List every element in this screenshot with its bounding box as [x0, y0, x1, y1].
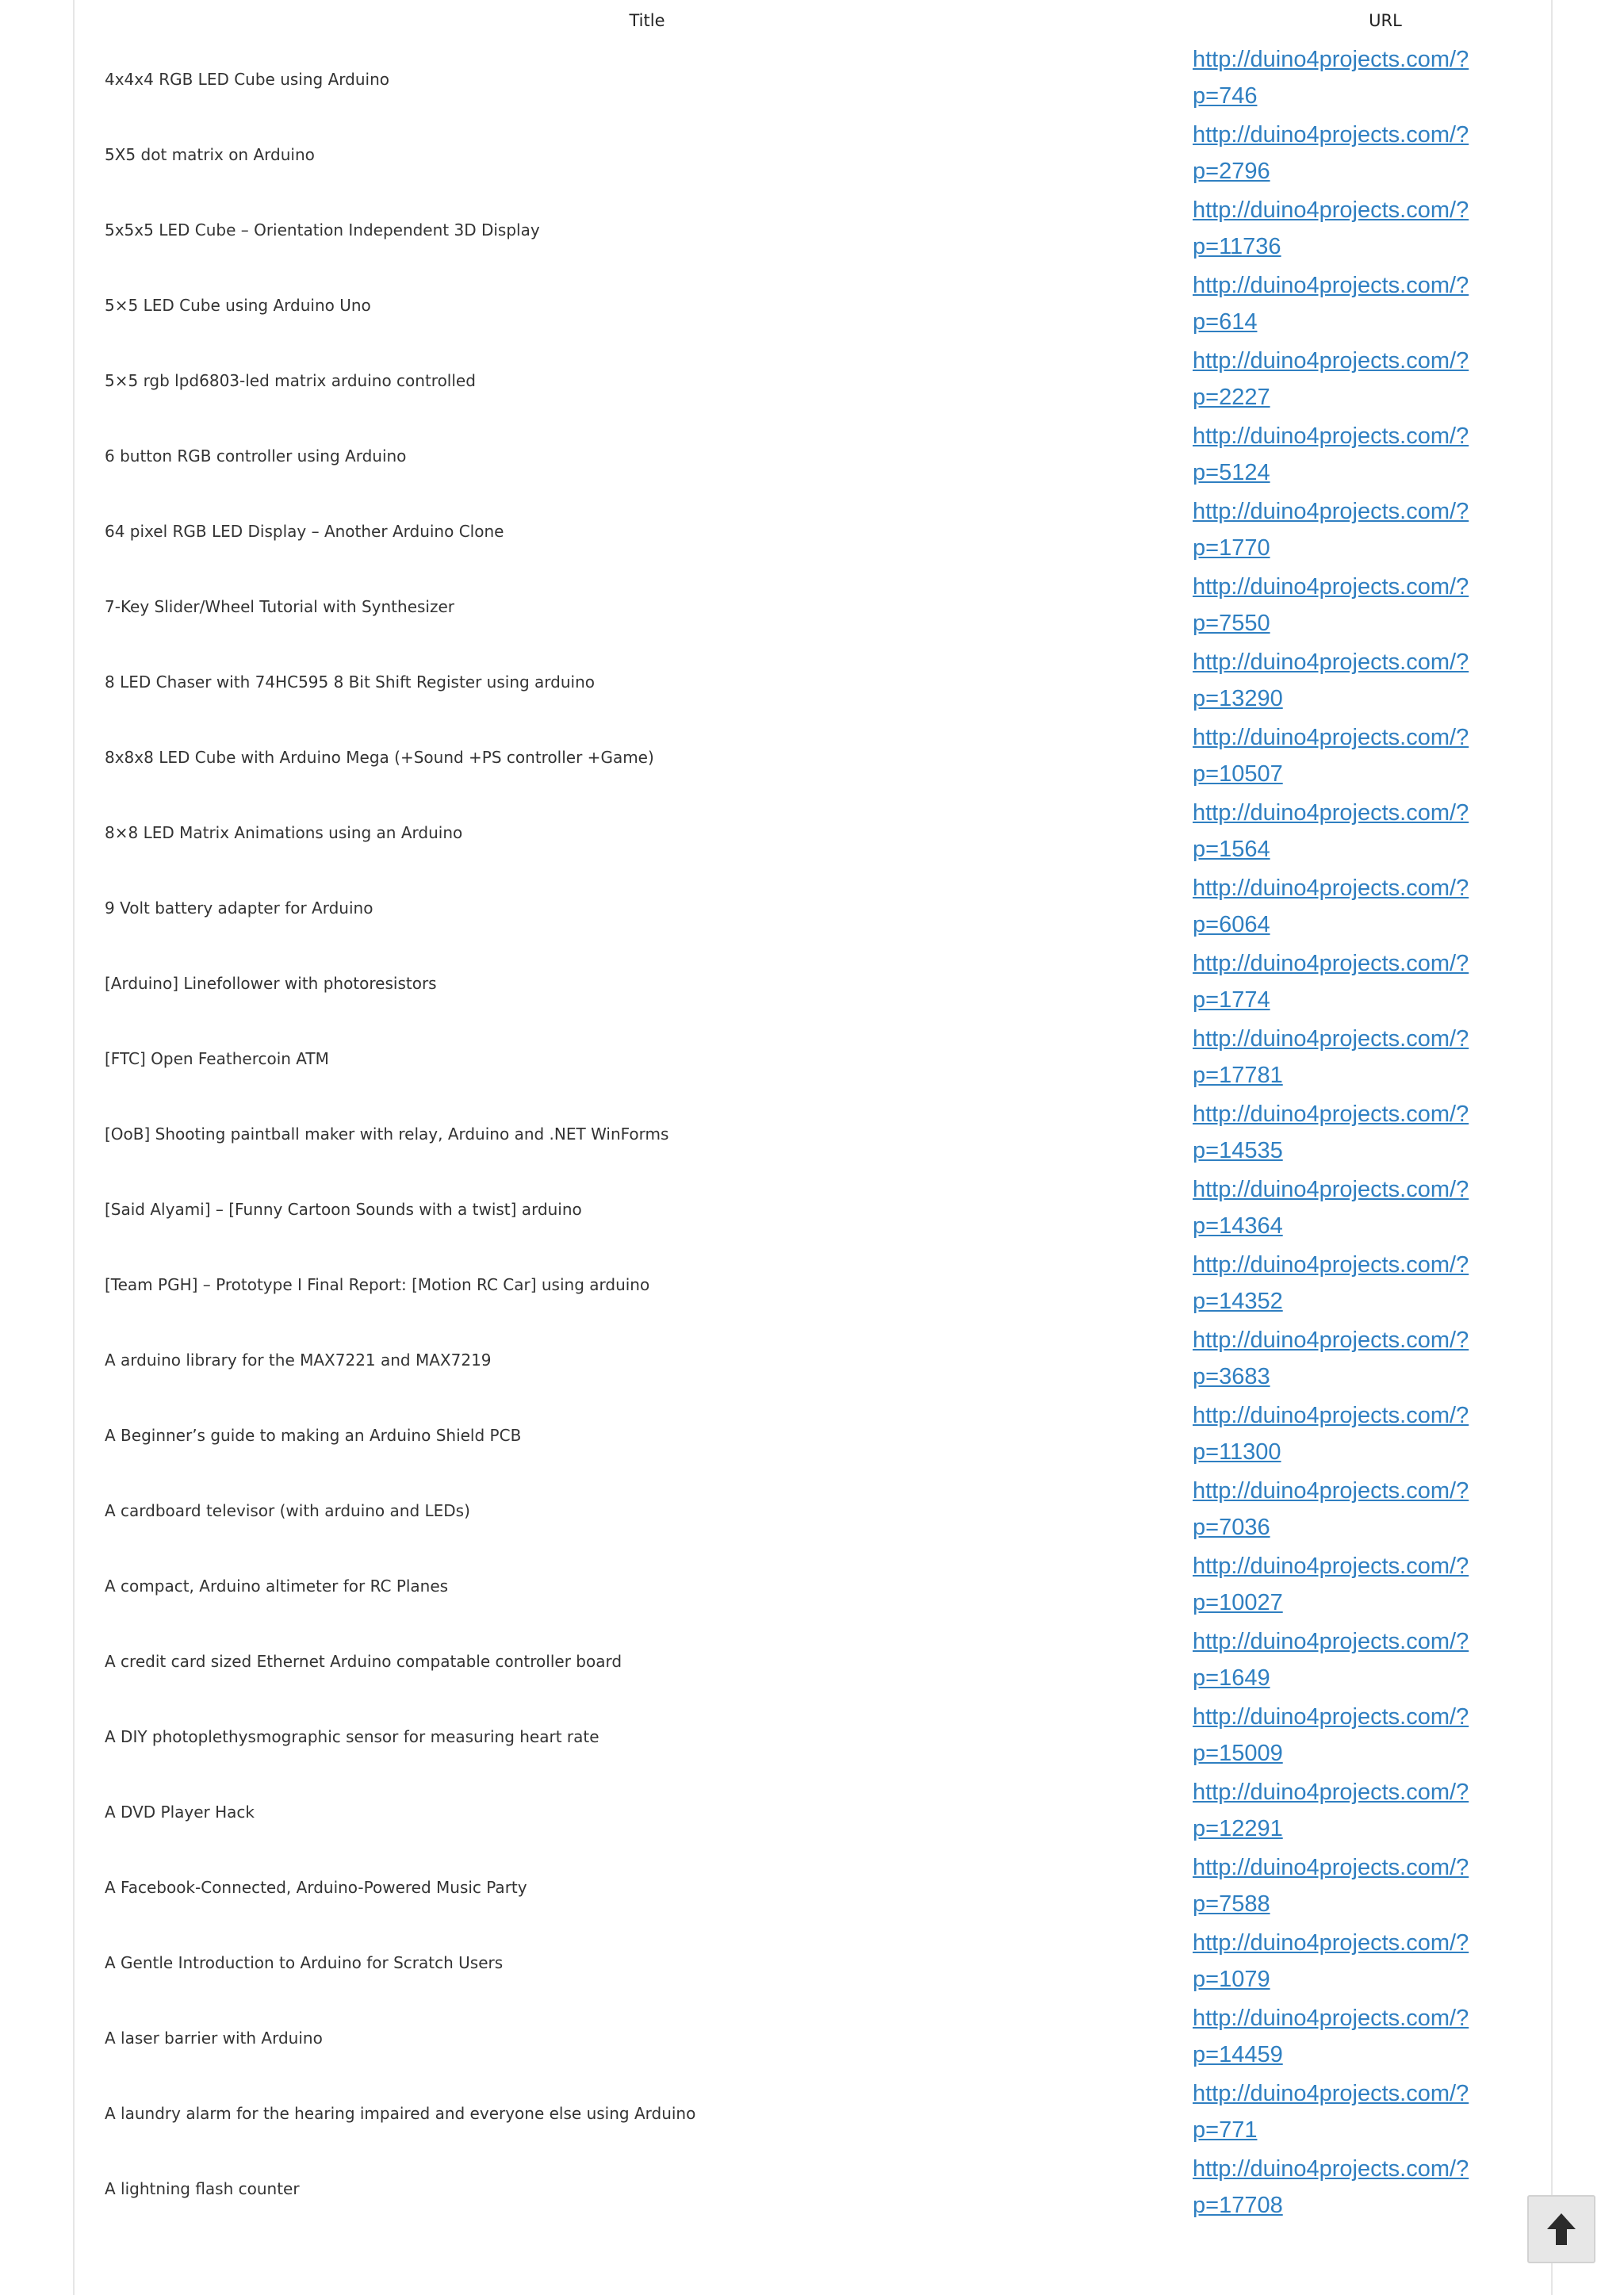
project-url-link[interactable] [1193, 267, 1526, 343]
project-title: A Facebook-Connected, Arduino-Powered Music Party [105, 1877, 527, 1897]
table-row [75, 1925, 1551, 2000]
project-title: 8×8 LED Matrix Animations using an Arduino [105, 822, 463, 842]
project-url-link[interactable] [1193, 569, 1526, 644]
url-line-2: p=2227 [1193, 385, 1270, 410]
url-line-1: http://duino4projects.com/? [1193, 1855, 1469, 1880]
project-title: A Beginner’s guide to making an Arduino Shield PCB [105, 1425, 522, 1445]
table-row [75, 1699, 1551, 1774]
url-line-2: p=6064 [1193, 912, 1270, 937]
project-url-link[interactable] [1193, 1774, 1526, 1849]
url-line-1: http://duino4projects.com/? [1193, 1629, 1469, 1654]
project-url-link[interactable] [1193, 41, 1526, 117]
table-row [75, 1623, 1551, 1699]
url-line-1: http://duino4projects.com/? [1193, 1780, 1469, 1805]
url-line-1: http://duino4projects.com/? [1193, 1403, 1469, 1428]
table-body [75, 41, 1551, 2226]
column-header-url: URL [1369, 11, 1402, 30]
table-row [75, 1548, 1551, 1623]
url-line-2: p=15009 [1193, 1741, 1283, 1766]
project-url-link[interactable] [1193, 2151, 1526, 2226]
url-line-1: http://duino4projects.com/? [1193, 2156, 1469, 2182]
project-title: A cardboard televisor (with arduino and LEDs) [105, 1500, 470, 1520]
url-line-2: p=10507 [1193, 761, 1283, 787]
table-row [75, 1021, 1551, 1096]
project-url-link[interactable] [1193, 1322, 1526, 1397]
url-line-2: p=10027 [1193, 1590, 1283, 1615]
url-line-1: http://duino4projects.com/? [1193, 423, 1469, 449]
url-line-2: p=614 [1193, 309, 1258, 335]
project-title: 6 button RGB controller using Arduino [105, 446, 407, 466]
url-line-1: http://duino4projects.com/? [1193, 47, 1469, 72]
table-row [75, 343, 1551, 418]
project-url-link[interactable] [1193, 795, 1526, 870]
project-url-link[interactable] [1193, 2075, 1526, 2151]
url-line-1: http://duino4projects.com/? [1193, 1328, 1469, 1353]
project-url-link[interactable] [1193, 343, 1526, 418]
url-line-2: p=1649 [1193, 1665, 1270, 1691]
table-row [75, 569, 1551, 644]
project-title: 8 LED Chaser with 74HC595 8 Bit Shift Register using arduino [105, 672, 596, 692]
project-title: A lightning flash counter [105, 2178, 300, 2198]
project-title: A DVD Player Hack [105, 1802, 255, 1822]
url-line-1: http://duino4projects.com/? [1193, 574, 1469, 600]
url-line-1: http://duino4projects.com/? [1193, 1102, 1469, 1127]
url-line-2: p=11736 [1193, 234, 1281, 259]
table-row [75, 493, 1551, 569]
url-line-2: p=7588 [1193, 1891, 1270, 1917]
table-row [75, 795, 1551, 870]
table-row [75, 1473, 1551, 1548]
url-line-1: http://duino4projects.com/? [1193, 649, 1469, 675]
project-url-link[interactable] [1193, 1096, 1526, 1171]
table-header [75, 0, 1551, 41]
project-title: A credit card sized Ethernet Arduino compatable controller board [105, 1651, 622, 1671]
url-line-1: http://duino4projects.com/? [1193, 122, 1469, 148]
url-line-1: http://duino4projects.com/? [1193, 1026, 1469, 1052]
url-line-2: p=11300 [1193, 1439, 1281, 1465]
table-row [75, 2075, 1551, 2151]
project-title: 5×5 LED Cube using Arduino Uno [105, 295, 371, 315]
url-line-1: http://duino4projects.com/? [1193, 725, 1469, 750]
table-row [75, 1096, 1551, 1171]
project-url-link[interactable] [1193, 1021, 1526, 1096]
project-title: A laser barrier with Arduino [105, 2028, 323, 2048]
project-url-link[interactable] [1193, 1925, 1526, 2000]
url-line-1: http://duino4projects.com/? [1193, 499, 1469, 524]
project-title: A compact, Arduino altimeter for RC Planes [105, 1576, 449, 1596]
column-header-title: Title [629, 11, 665, 30]
table-row [75, 1774, 1551, 1849]
url-line-2: p=14352 [1193, 1289, 1283, 1314]
table-row [75, 41, 1551, 117]
project-url-link[interactable] [1193, 719, 1526, 795]
url-line-1: http://duino4projects.com/? [1193, 1252, 1469, 1278]
table-row [75, 719, 1551, 795]
project-url-link[interactable] [1193, 1623, 1526, 1699]
table-row [75, 117, 1551, 192]
project-url-link[interactable] [1193, 1548, 1526, 1623]
url-line-2: p=7036 [1193, 1515, 1270, 1540]
url-line-2: p=14535 [1193, 1138, 1283, 1163]
url-line-1: http://duino4projects.com/? [1193, 800, 1469, 826]
project-title: 9 Volt battery adapter for Arduino [105, 898, 373, 918]
url-line-1: http://duino4projects.com/? [1193, 1704, 1469, 1730]
scroll-to-top-button[interactable] [1527, 2195, 1595, 2263]
arrow-up-icon [1545, 2212, 1577, 2247]
table-row [75, 267, 1551, 343]
project-title: 4x4x4 RGB LED Cube using Arduino [105, 69, 389, 89]
projects-table [75, 0, 1551, 2218]
url-line-1: http://duino4projects.com/? [1193, 197, 1469, 223]
project-url-link[interactable] [1193, 1397, 1526, 1473]
project-url-link[interactable] [1193, 644, 1526, 719]
project-url-link[interactable] [1193, 945, 1526, 1021]
table-row [75, 2151, 1551, 2226]
url-line-2: p=1770 [1193, 535, 1270, 561]
table-row [75, 1322, 1551, 1397]
project-title: 5x5x5 LED Cube – Orientation Independent 3D Display [105, 220, 540, 239]
project-title: [Said Alyami] – [Funny Cartoon Sounds with a twist] arduino [105, 1199, 582, 1219]
table-row [75, 2000, 1551, 2075]
table-row [75, 870, 1551, 945]
url-line-2: p=12291 [1193, 1816, 1283, 1841]
url-line-2: p=13290 [1193, 686, 1283, 711]
project-title: [OoB] Shooting paintball maker with relay, Arduino and .NET WinForms [105, 1124, 669, 1144]
project-url-link[interactable] [1193, 2000, 1526, 2075]
url-line-1: http://duino4projects.com/? [1193, 875, 1469, 901]
project-url-link[interactable] [1193, 870, 1526, 945]
project-title: 7-Key Slider/Wheel Tutorial with Synthesizer [105, 596, 455, 616]
project-url-link[interactable] [1193, 1247, 1526, 1322]
url-line-2: p=17708 [1193, 2193, 1283, 2218]
table-row [75, 418, 1551, 493]
project-title: 8x8x8 LED Cube with Arduino Mega (+Sound +PS controller +Game) [105, 747, 654, 767]
table-row [75, 1171, 1551, 1247]
project-url-link[interactable] [1193, 1699, 1526, 1774]
project-title: 5X5 dot matrix on Arduino [105, 144, 315, 164]
url-line-2: p=5124 [1193, 460, 1270, 485]
project-title: A DIY photoplethysmographic sensor for measuring heart rate [105, 1726, 599, 1746]
url-line-2: p=14364 [1193, 1213, 1283, 1239]
url-line-2: p=1564 [1193, 837, 1270, 862]
url-line-1: http://duino4projects.com/? [1193, 2081, 1469, 2106]
table-row [75, 192, 1551, 267]
url-line-2: p=3683 [1193, 1364, 1270, 1389]
url-line-1: http://duino4projects.com/? [1193, 1554, 1469, 1579]
url-line-2: p=14459 [1193, 2042, 1283, 2067]
url-line-2: p=7550 [1193, 611, 1270, 636]
url-line-2: p=1774 [1193, 987, 1270, 1013]
project-url-link[interactable] [1193, 493, 1526, 569]
table-row [75, 1397, 1551, 1473]
url-line-2: p=17781 [1193, 1063, 1283, 1088]
url-line-2: p=2796 [1193, 159, 1270, 184]
project-url-link[interactable] [1193, 1171, 1526, 1247]
project-title: A laundry alarm for the hearing impaired and everyone else using Arduino [105, 2103, 696, 2123]
project-url-link[interactable] [1193, 1473, 1526, 1548]
url-line-1: http://duino4projects.com/? [1193, 348, 1469, 374]
project-title: [Arduino] Linefollower with photoresistors [105, 973, 437, 993]
project-title: 64 pixel RGB LED Display – Another Arduino Clone [105, 521, 504, 541]
project-url-link[interactable] [1193, 192, 1526, 267]
project-title: 5×5 rgb lpd6803-led matrix arduino controlled [105, 370, 476, 390]
table-row [75, 1849, 1551, 1925]
table-row [75, 945, 1551, 1021]
url-line-1: http://duino4projects.com/? [1193, 273, 1469, 298]
project-url-link[interactable] [1193, 117, 1526, 192]
url-line-2: p=1079 [1193, 1967, 1270, 1992]
url-line-2: p=746 [1193, 83, 1258, 109]
project-title: [Team PGH] – Prototype I Final Report: [Motion RC Car] using arduino [105, 1274, 650, 1294]
table-row [75, 644, 1551, 719]
url-line-1: http://duino4projects.com/? [1193, 1177, 1469, 1202]
project-title: A Gentle Introduction to Arduino for Scratch Users [105, 1952, 504, 1972]
url-line-1: http://duino4projects.com/? [1193, 1478, 1469, 1504]
project-title: [FTC] Open Feathercoin ATM [105, 1048, 329, 1068]
project-url-link[interactable] [1193, 418, 1526, 493]
url-line-2: p=771 [1193, 2117, 1258, 2143]
url-line-1: http://duino4projects.com/? [1193, 2006, 1469, 2031]
table-row [75, 1247, 1551, 1322]
project-title: A arduino library for the MAX7221 and MAX7219 [105, 1350, 492, 1370]
url-line-1: http://duino4projects.com/? [1193, 951, 1469, 976]
url-line-1: http://duino4projects.com/? [1193, 1930, 1469, 1956]
project-url-link[interactable] [1193, 1849, 1526, 1925]
